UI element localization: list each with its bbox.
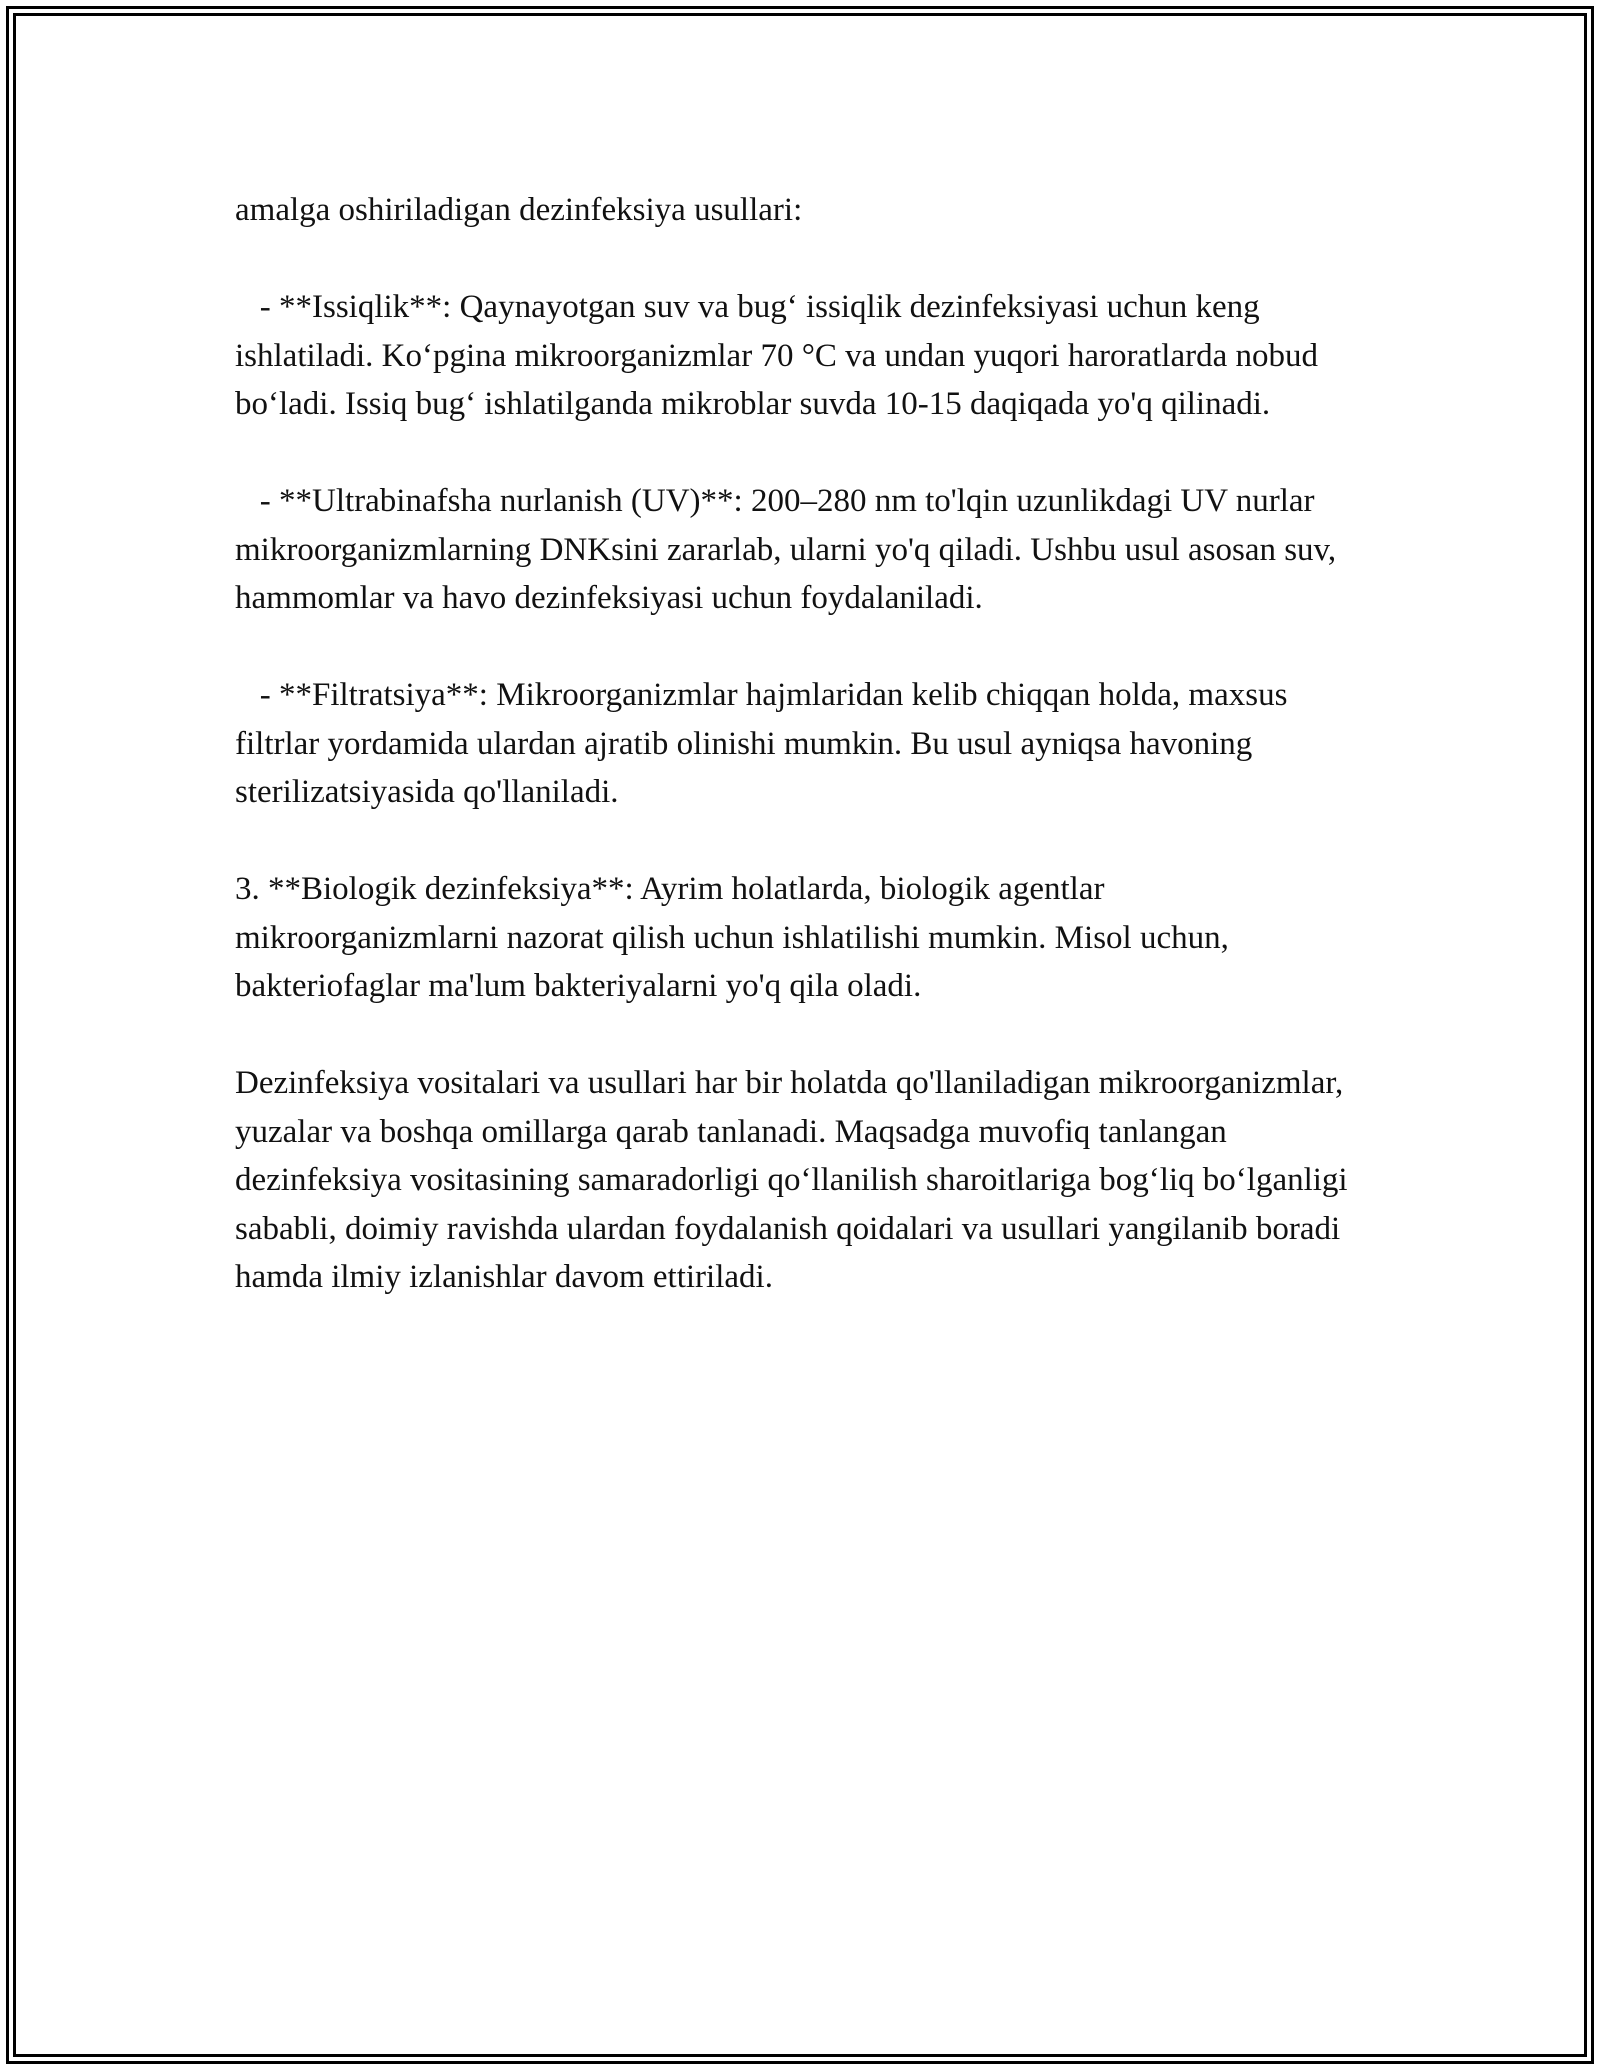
document-body (235, 186, 1365, 1350)
paragraph-filtratsiya: - **Filtratsiya**: Mikroorganizmlar hajmlaridan kelib chiqqan holda, maxsus filtrlar yordamida ulardan ajratib olinishi mumkin. Bu usul ayniqsa havoning sterilizatsiyasida qo'llaniladi. (235, 677, 1296, 810)
paragraph-intro: amalga oshiriladigan dezinfeksiya usullari: (235, 192, 803, 228)
paragraph-ultrabinafsha: - **Ultrabinafsha nurlanish (UV)**: 200–280 nm to'lqin uzunlikdagi UV nurlar mikroorganizmlarning DNKsini zararlab, ularni yo'q qiladi. Ushbu usul asosan suv, hammomlar va havo dezinfeksiyasi uchun foydalaniladi. (235, 483, 1345, 616)
paragraph-issiqlik: - **Issiqlik**: Qaynayotgan suv va bug‘ issiqlik dezinfeksiyasi uchun keng ishlatiladi. Ko‘pgina mikroorganizmlar 70 °C va undan yuqori haroratlarda nobud bo‘ladi. Issiq bug‘ ishlatilganda mikroblar suvda 10-15 daqiqada yo'q qilinadi. (235, 289, 1327, 422)
paragraph-conclusion: Dezinfeksiya vositalari va usullari har bir holatda qo'llaniladigan mikroorganizmlar, yuzalar va boshqa omillarga qarab tanlanadi. Maqsadga muvofiq tanlangan dezinfeksiya vositasining samaradorligi qo‘llanilish sharoitlariga bog‘liq bo‘lganligi sababli, doimiy ravishda ulardan foydalanish qoidalari va usullari yangilanib boradi hamda ilmiy izlanishlar davom ettiriladi. (235, 1065, 1356, 1295)
paragraph-biologik: 3. **Biologik dezinfeksiya**: Ayrim holatlarda, biologik agentlar mikroorganizmlarni nazorat qilish uchun ishlatilishi mumkin. Misol uchun, bakteriofaglar ma'lum bakteriyalarni yo'q qila oladi. (235, 871, 1238, 1004)
